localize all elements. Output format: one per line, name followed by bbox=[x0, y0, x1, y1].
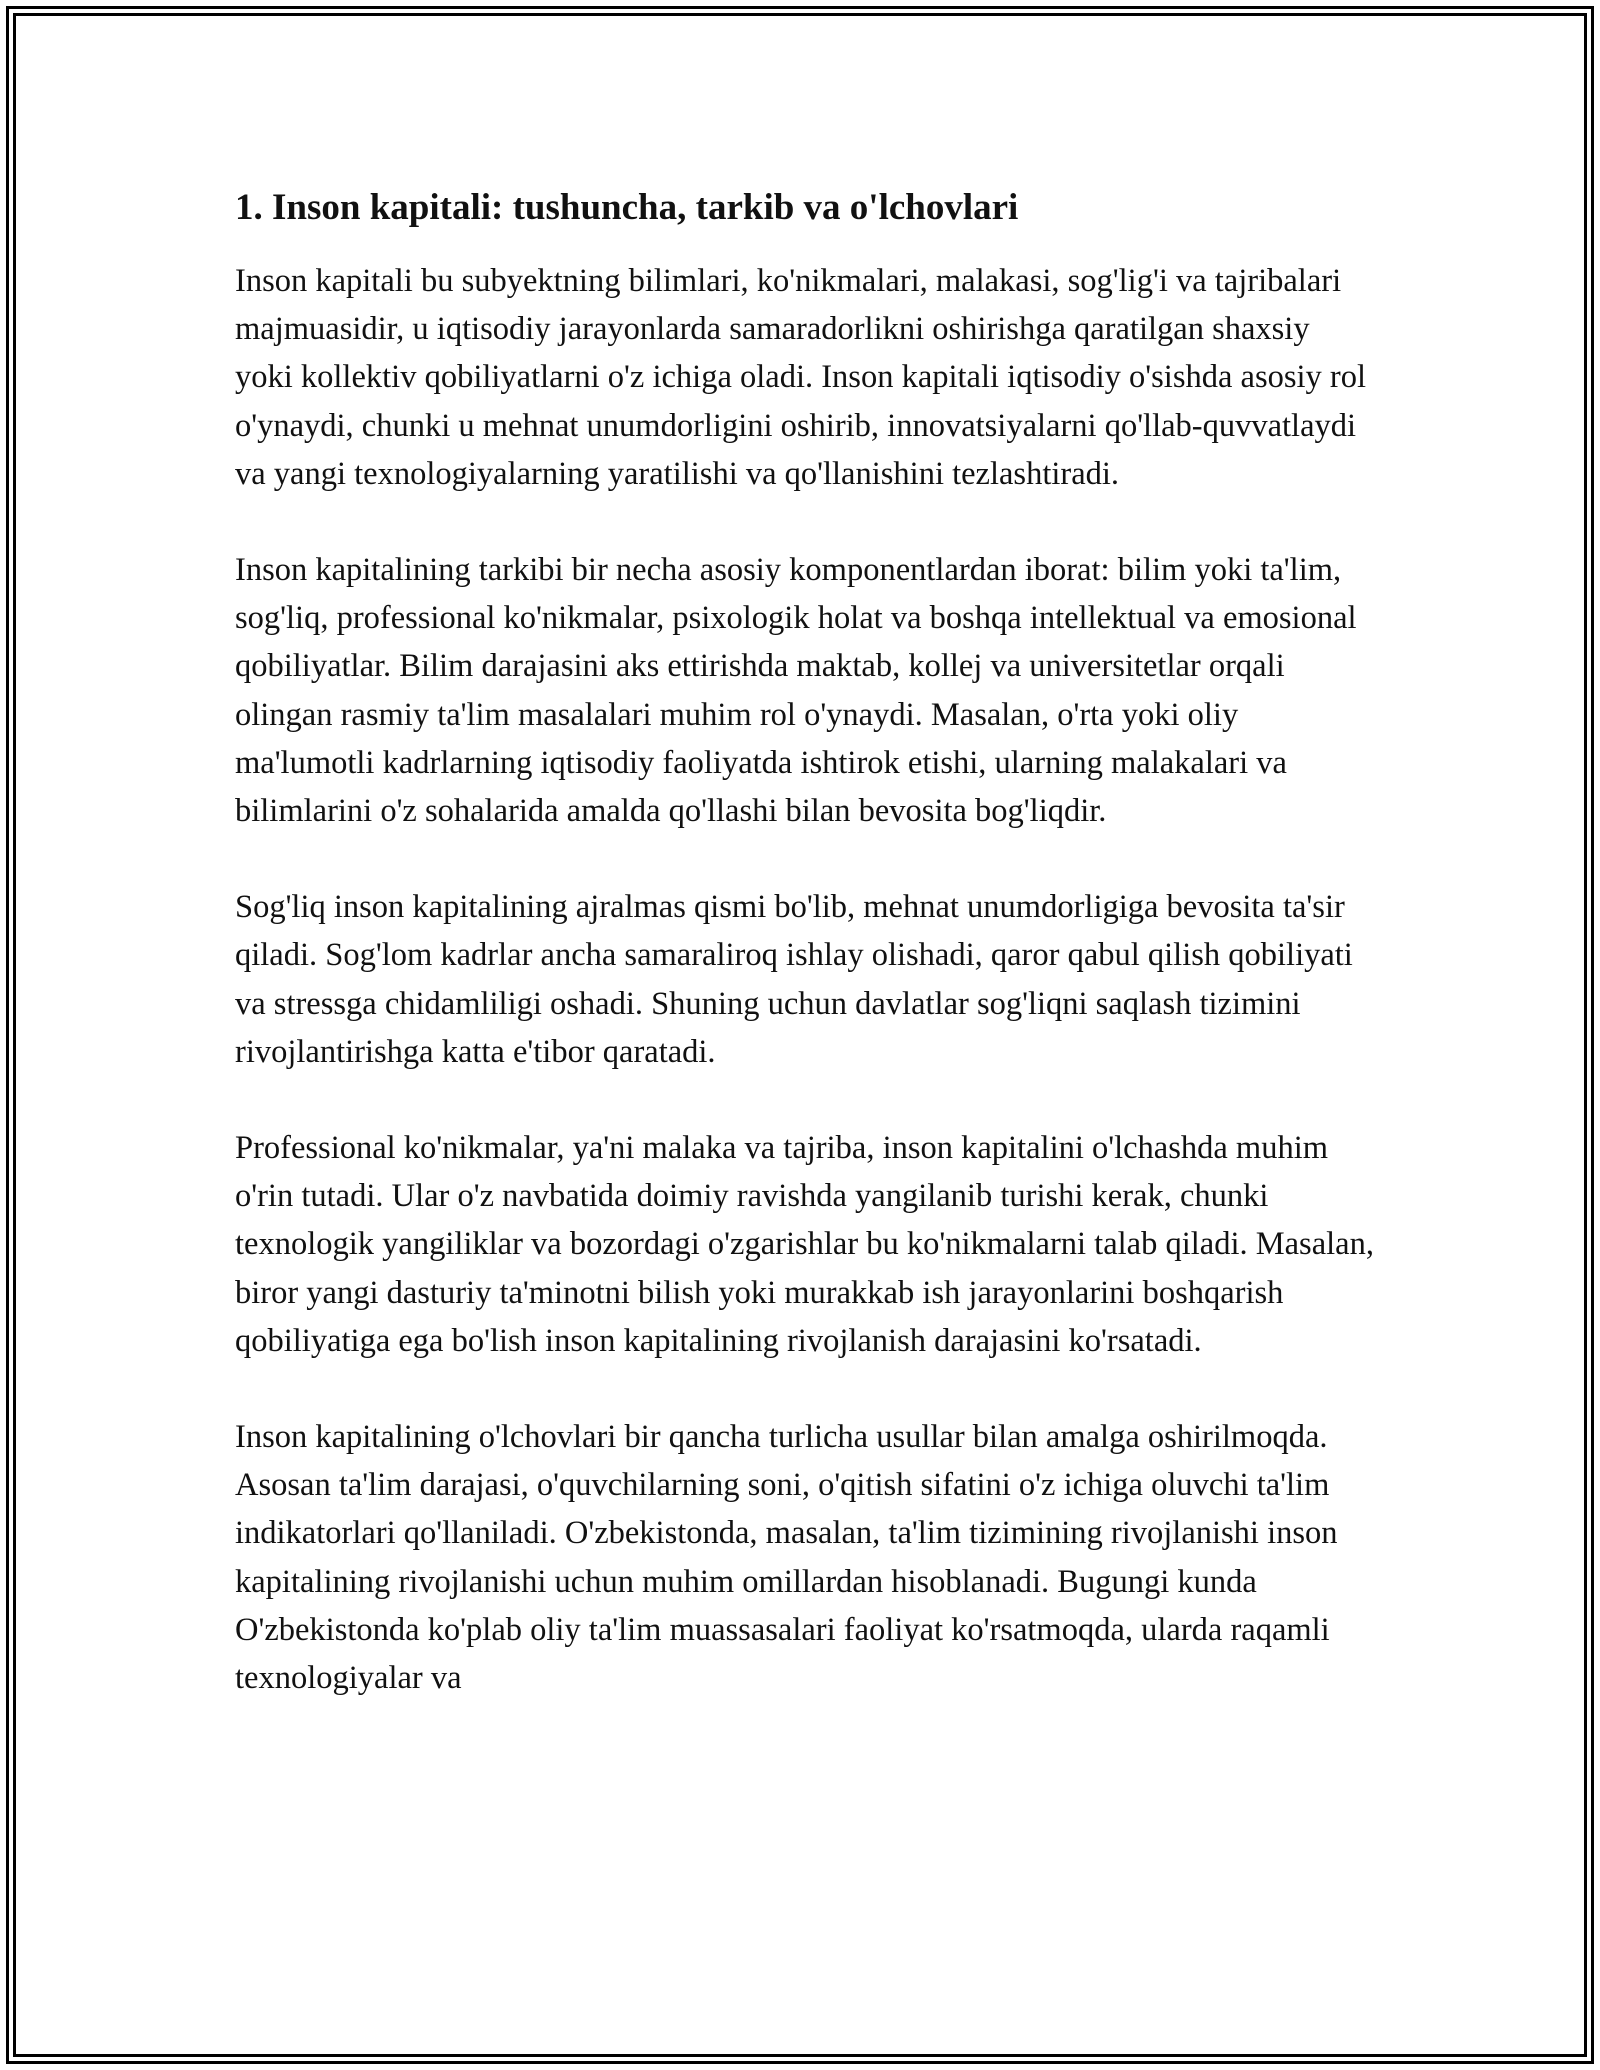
section-heading: 1. Inson kapitali: tushuncha, tarkib va o'lchovlari bbox=[235, 187, 1019, 228]
paragraph-health: Sog'liq inson kapitalining ajralmas qismi bo'lib, mehnat unumdorligiga bevosita ta'sir qiladi. Sog'lom kadrlar ancha samaraliroq ishlay olishadi, qaror qabul qilish qobiliyati va stressga chidamliligi oshadi. Shuning uchun davlatlar sog'liqni saqlash tizimini rivojlantirishga katta e'tibor qaratadi. bbox=[235, 889, 1353, 1070]
document-body bbox=[235, 185, 1375, 1750]
paragraph-composition: Inson kapitalining tarkibi bir necha asosiy komponentlardan iborat: bilim yoki ta'lim, sog'liq, professional ko'nikmalar, psixologik holat va boshqa intellektual va emosional qobiliyatlar. Bilim darajasini aks ettirishda maktab, kollej va universitetlar orqali olingan rasmiy ta'lim masalalari muhim rol o'ynaydi. Masalan, o'rta yoki oliy ma'lumotli kadrlarning iqtisodiy faoliyatda ishtirok etishi, ularning malakalari va bilimlarini o'z sohalarida amalda qo'llashi bilan bevosita bog'liqdir. bbox=[235, 552, 1357, 830]
paragraph-measurements: Inson kapitalining o'lchovlari bir qancha turlicha usullar bilan amalga oshirilmoqda. Asosan ta'lim darajasi, o'quvchilarning soni, o'qitish sifatini o'z ichiga oluvchi ta'lim indikatorlari qo'llaniladi. O'zbekistonda, masalan, ta'lim tizimining rivojlanishi inson kapitalining rivojlanishi uchun muhim omillardan hisoblanadi. Bugungi kunda O'zbekistonda ko'plab oliy ta'lim muassasalari faoliyat ko'rsatmoqda, ularda raqamli texnologiyalar va bbox=[235, 1419, 1338, 1697]
paragraph-professional-skills: Professional ko'nikmalar, ya'ni malaka va tajriba, inson kapitalini o'lchashda muhim o'rin tutadi. Ular o'z navbatida doimiy ravishda yangilanib turishi kerak, chunki texnologik yangiliklar va bozordagi o'zgarishlar bu ko'nikmalarni talab qiladi. Masalan, biror yangi dasturiy ta'minotni bilish yoki murakkab ish jarayonlarini boshqarish qobiliyatiga ega bo'lish inson kapitalining rivojlanish darajasini ko'rsatadi. bbox=[235, 1130, 1374, 1359]
paragraph-definition: Inson kapitali bu subyektning bilimlari, ko'nikmalari, malakasi, sog'lig'i va tajribalari majmuasidir, u iqtisodiy jarayonlarda samaradorlikni oshirishga qaratilgan shaxsiy yoki kollektiv qobiliyatlarni o'z ichiga oladi. Inson kapitali iqtisodiy o'sishda asosiy rol o'ynaydi, chunki u mehnat unumdorligini oshirib, innovatsiyalarni qo'llab-quvvatlaydi va yangi texnologiyalarning yaratilishi va qo'llanishini tezlashtiradi. bbox=[235, 263, 1367, 492]
